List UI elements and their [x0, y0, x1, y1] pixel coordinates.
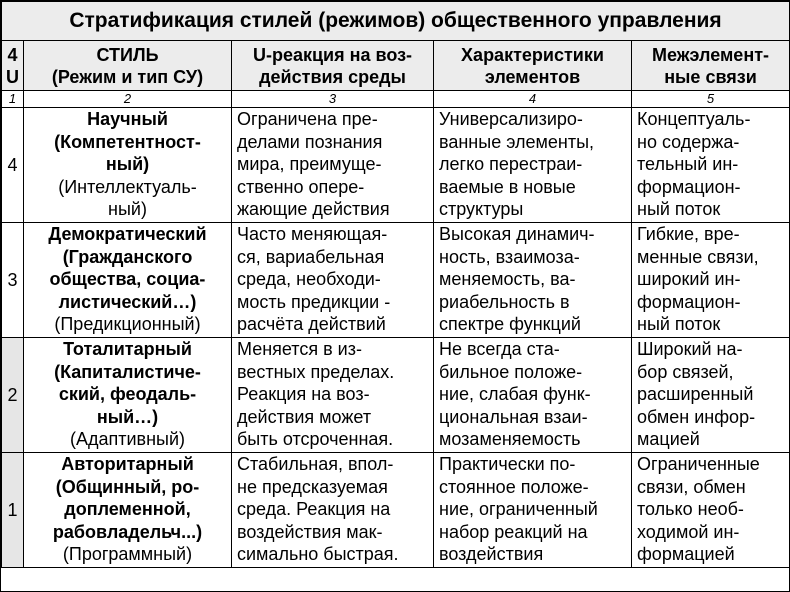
elements-line: Не всегда ста-	[439, 339, 560, 359]
elements-line: риабельность в	[439, 291, 570, 312]
reaction-line: делами познания	[237, 131, 383, 152]
reaction-line: не предсказуемая	[237, 476, 388, 497]
style-bold-line: (Гражданского	[62, 246, 193, 267]
elements-line: ванные элементы,	[439, 131, 595, 152]
reaction-line: воздействия мак-	[237, 521, 383, 542]
links-line: ный поток	[637, 199, 721, 219]
links-line: Гибкие, вре-	[637, 224, 740, 244]
header-elements: Характеристики элементов	[434, 41, 632, 91]
style-normal-line: (Программный)	[62, 544, 193, 564]
elements-line: спектре функций	[439, 314, 581, 334]
row-style	[24, 223, 232, 338]
style-bold-line: доплеменной,	[64, 499, 191, 519]
elements-line: ние, ограниченный	[439, 499, 598, 519]
links-line: Широкий на-	[637, 339, 743, 359]
style-normal-line: (Адаптивный)	[69, 429, 186, 449]
style-bold-line: (Компетентност-	[54, 131, 201, 152]
elements-line: набор реакций на	[439, 521, 588, 542]
links-line: ный поток	[637, 314, 721, 334]
links-line: связи, обмен	[637, 476, 746, 497]
table-row	[2, 108, 790, 223]
row-reaction	[232, 108, 434, 223]
reaction-line: Ограничена пре-	[237, 109, 378, 129]
row-elements	[434, 338, 632, 453]
links-line: формацией	[637, 544, 735, 564]
reaction-line: среда, необходи-	[237, 269, 381, 289]
row-level: 3	[2, 223, 24, 338]
header-level: 4 U	[2, 41, 24, 91]
table-row	[2, 338, 790, 453]
table-row	[2, 223, 790, 338]
links-line: тельный ин-	[637, 154, 739, 174]
column-number: 5	[632, 91, 790, 108]
header-links: Межэлемент- ные связи	[632, 41, 790, 91]
column-number-row	[2, 91, 790, 108]
elements-line: Практически по-	[439, 454, 576, 474]
reaction-line: симально быстрая.	[237, 544, 399, 564]
elements-line: циональная взаи-	[439, 406, 588, 427]
links-line: Ограниченные	[637, 454, 760, 474]
row-links	[632, 338, 790, 453]
reaction-line: мость предикции -	[237, 291, 391, 312]
row-level: 4	[2, 108, 24, 223]
stratification-table	[1, 1, 790, 568]
row-style	[24, 338, 232, 453]
style-bold-line: ный…)	[96, 406, 159, 427]
links-line: мацией	[637, 429, 700, 449]
elements-line: мозаменяемость	[439, 429, 581, 449]
elements-line: стоянное положе-	[439, 476, 589, 497]
row-level: 2	[2, 338, 24, 453]
style-normal-line: (Интеллектуаль-	[58, 176, 197, 197]
header-style: СТИЛЬ (Режим и тип СУ)	[24, 41, 232, 91]
links-line: менные связи,	[637, 246, 759, 267]
reaction-line: среда. Реакция на	[237, 499, 391, 519]
style-bold-line: (Капиталистиче-	[54, 361, 201, 382]
style-bold-line: Авторитарный	[61, 454, 194, 474]
reaction-line: Стабильная, впол-	[237, 454, 394, 474]
style-bold-line: Демократический	[48, 224, 207, 244]
row-reaction	[232, 338, 434, 453]
links-line: бор связей,	[637, 361, 734, 382]
reaction-line: жающие действия	[237, 199, 390, 219]
row-elements	[434, 108, 632, 223]
row-links	[632, 223, 790, 338]
style-bold-line: Научный	[87, 109, 168, 129]
links-line: формацион-	[637, 176, 741, 197]
row-style	[24, 108, 232, 223]
style-bold-line: ный)	[105, 154, 150, 174]
elements-line: ваемые в новые	[439, 176, 576, 197]
reaction-line: Часто меняющая-	[237, 224, 388, 244]
links-line: но содержа-	[637, 131, 740, 152]
style-bold-line: общества, социа-	[49, 269, 206, 289]
row-elements	[434, 223, 632, 338]
reaction-line: действия может	[237, 406, 372, 427]
style-normal-line: ный)	[108, 199, 147, 219]
style-bold-line: Тоталитарный	[63, 339, 192, 359]
style-normal-line: (Предикционный)	[54, 314, 201, 334]
links-line: обмен инфор-	[637, 406, 756, 427]
links-line: ходимой ин-	[637, 521, 740, 542]
reaction-line: расчёта действий	[237, 314, 386, 334]
reaction-line: быть отсроченная.	[237, 429, 394, 449]
table-title: Стратификация стилей (режимов) общественного управления	[2, 2, 790, 41]
row-style	[24, 453, 232, 568]
elements-line: Универсализиро-	[439, 109, 583, 129]
elements-line: ность, взаимоза-	[439, 246, 580, 267]
reaction-line: ственно опере-	[237, 176, 365, 197]
column-number: 4	[434, 91, 632, 108]
elements-line: Высокая динамич-	[439, 224, 595, 244]
column-number: 1	[2, 91, 24, 108]
elements-line: ние, слабая функ-	[439, 384, 591, 404]
header-row	[2, 41, 790, 91]
links-line: формацион-	[637, 291, 741, 312]
reaction-line: Меняется в из-	[237, 339, 362, 359]
style-bold-line: рабовладельч...)	[52, 521, 203, 542]
column-number: 3	[232, 91, 434, 108]
reaction-line: Реакция на воз-	[237, 384, 370, 404]
links-line: Концептуаль-	[637, 109, 751, 129]
row-reaction	[232, 453, 434, 568]
elements-line: воздействия	[439, 544, 544, 564]
row-links	[632, 453, 790, 568]
style-bold-line: листический…)	[58, 291, 197, 312]
elements-line: легко перестраи-	[439, 154, 583, 174]
row-reaction	[232, 223, 434, 338]
links-line: расширенный	[637, 384, 754, 404]
header-reaction: U-реакция на воз- действия среды	[232, 41, 434, 91]
elements-line: меняемость, ва-	[439, 269, 576, 289]
row-level: 1	[2, 453, 24, 568]
elements-line: структуры	[439, 199, 524, 219]
style-bold-line: ский, феодаль-	[58, 384, 197, 404]
reaction-line: ся, вариабельная	[237, 246, 385, 267]
column-number: 2	[24, 91, 232, 108]
row-links	[632, 108, 790, 223]
links-line: широкий ин-	[637, 269, 741, 289]
reaction-line: вестных пределах.	[237, 361, 395, 382]
links-line: только необ-	[637, 499, 744, 519]
elements-line: бильное положе-	[439, 361, 583, 382]
reaction-line: мира, преимуще-	[237, 154, 382, 174]
style-bold-line: (Общинный, ро-	[55, 476, 200, 497]
table-row	[2, 453, 790, 568]
row-elements	[434, 453, 632, 568]
